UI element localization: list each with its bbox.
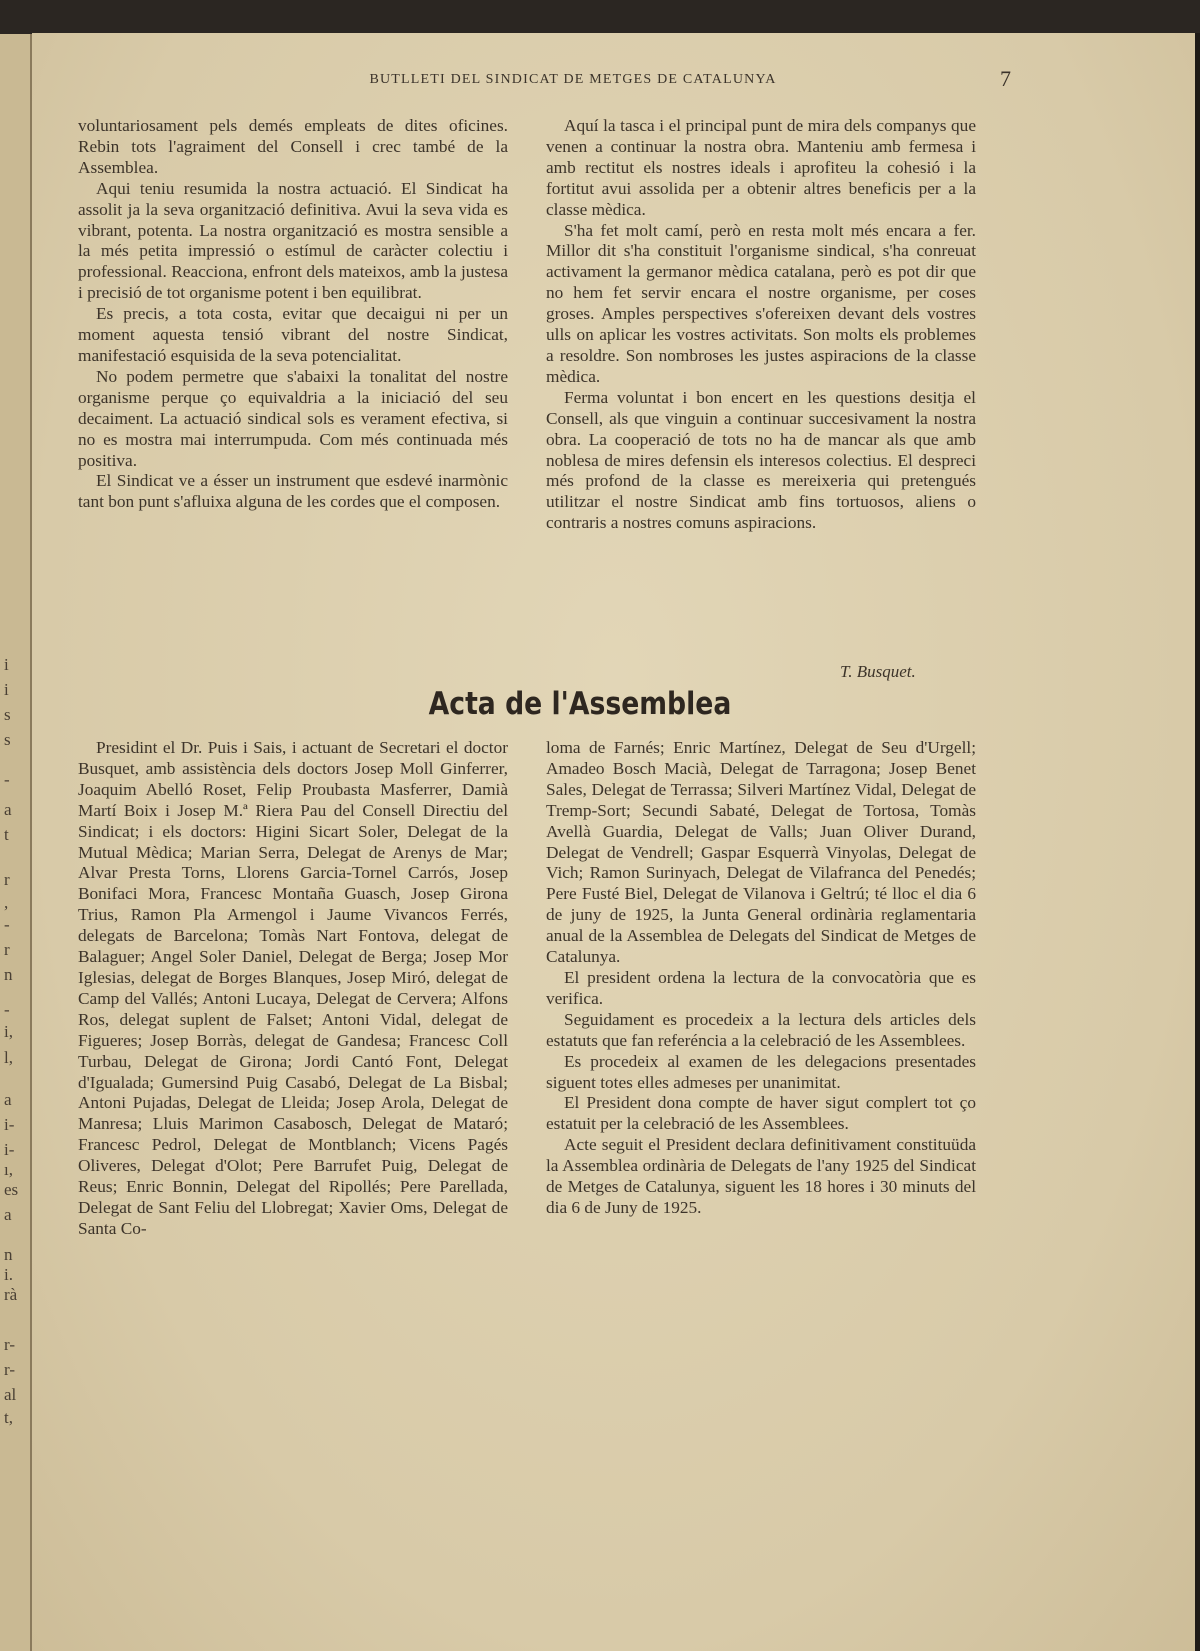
margin-fragment: - [4,770,10,789]
margin-fragment: r- [4,1335,15,1354]
paragraph: No podem permetre que s'abaixi la tonalitat del nostre organisme perque ço equivaldria a la iniciació del seu decaiment. La actuació sindical sols es verament efectiva, si no es mostra mai interrumpuda. Com més continuada més positiva. [78,366,508,470]
article1-right-column [546,116,976,534]
margin-fragment: r- [4,1360,15,1379]
paragraph: Presidint el Dr. Puis i Sais, i actuant de Secretari el doctor Busquet, amb assistència dels doctors Josep Moll Ginferrer, Joaquim Abelló Roset, Felip Proubasta Masferrer, Damià Martí Boix i Josep M.ª Riera Pau del Consell Directiu del Sindicat; i els doctors: Higini Sicart Soler, Delegat de la Mutual Mèdica; Marian Serra, Delegat de Arenys de Mar; Alvar Presta Torns, Llorens Garcia-Tornel Carrós, Josep Bonifaci Mora, Francesc Montaña Guasch, Josep Girona Trius, Ramon Pla Armengol i Jaume Vivancos Ferrés, delegats de Barcelona; Tomàs Nart Fontova, delegat de Balaguer; Angel Soler Daniel, Delegat de Berga; Josep Mor Iglesias, delegat de Borges Blanques, Josep Miró, delegat de Camp del Vallés; Antoni Lucaya, Delegat de Cervera; Alfons Ros, delegat suplent de Falset; Antoni Vidal, delegat de Figueres; Josep Borràs, delegat de Gandesa; Francesc Coll Turbau, Delegat de Girona; Jordi Cantó Font, Delegat d'Igualada; Gumersind Puig Casabó, Delegat de La Bisbal; Antoni Pujadas, Delegat de Lleida; Josep Arola, Delegat de Manresa; Lluis Marimon Casabosch, Delegat de Mataró; Francesc Pedrol, Delegat de Montblanch; Vicens Pagés Oliveres, Delegat d'Olot; Pere Barrufet Puig, Delegat de Reus; Enric Bonnin, Delegat del Ripollés; Pere Parellada, Delegat de Sant Feliu del Llobregat; Xavier Oms, Delegat de Santa Co- [78,738,508,1238]
paragraph: El Sindicat ve a ésser un instrument que esdevé inarmònic tant bon punt s'afluixa alguna de les cordes que el composen. [78,471,508,512]
margin-fragment: ı, [4,1160,13,1179]
page-number: 7 [1000,66,1011,91]
previous-page-edge [0,34,32,1651]
margin-fragment: i- [4,1140,15,1159]
article1-left-column [78,116,508,513]
margin-fragment: al [4,1385,17,1404]
margin-fragment: n [4,1245,13,1264]
margin-fragment: - [4,1000,10,1019]
margin-fragment: l, [4,1048,13,1067]
paragraph: Aqui teniu resumida la nostra actuació. El Sindicat ha assolit ja la seva organització definitiva. Avui la seva vida es vibrant, potenta. La nostra organització es mostra sensible a la més petita impressió o estímul de caràcter colectiu i professional. Reacciona, enfront dels mateixos, amb la justesa i precisió de tot organisme potent i ben equilibrat. [78,178,508,303]
paragraph: Acte seguit el President declara definitivament constituüda la Assemblea ordinària de Delegats de l'any 1925 del Sindicat de Metges de Catalunya, siguent les 18 hores i 30 minuts del dia 6 de Juny de 1925. [546,1135,976,1217]
paragraph: Aquí la tasca i el principal punt de mira dels companys que venen a continuar la nostra obra. Manteniu amb fermesa i amb rectitut els nostres ideals i aprofiteu la cohesió i la fortitut avui assolida per a obtenir altres beneficis per a la classe mèdica. [546,116,976,219]
margin-fragment: i [4,680,9,699]
margin-fragment: a [4,800,12,819]
paragraph: loma de Farnés; Enric Martínez, Delegat de Seu d'Urgell; Amadeo Bosch Macià, Delegat de Tarragona; Josep Benet Sales, Delegat de Terrassa; Silveri Martínez Vidal, Delegat de Tremp-Sort; Secundi Sabaté, Delegat de Tortosa, Tomàs Avellà Guardia, Delegat de Valls; Juan Oliver Durand, Delegat de Vendrell; Gaspar Esquerrà Vinyolas, Delegat de Vich; Ramon Surinyach, Delegat de Vilafranca del Penedés; Pere Fusté Biel, Delegat de Vilanova i Geltrú; té lloc el dia 6 de juny de 1925, la Junta General ordinària reglamentaria anual de la Assemblea de Delegats del Sindicat de Metges de Catalunya. [546,738,976,967]
margin-fragment: es [4,1180,19,1199]
section-title: Acta de l'Assemblea [428,686,732,722]
margin-fragment: t [4,825,9,844]
margin-fragment: i, [4,1022,13,1041]
author-signature: T. Busquet. [840,662,916,681]
margin-fragment: a [4,1090,12,1109]
margin-fragment: i [4,655,9,674]
paragraph: Es precis, a tota costa, evitar que decaigui ni per un moment aquesta tensió vibrant del nostre Sindicat, manifestació esquisida de la seva potencialitat. [78,304,508,365]
paragraph: Ferma voluntat i bon encert en les questions desitja el Consell, als que vinguin a continuar succesivament la nostra obra. La cooperació de tots no ha de mancar als que amb noblesa de mires defensin els interesos colectius. El despreci més profond de la classe es mereixeria qui pretengués utilitzar el nostre Sindicat amb fins tortuosos, aliens o contraris a nostres comuns aspiracions. [546,387,976,533]
paragraph: Seguidament es procedeix a la lectura dels articles dels estatuts que fan referéncia a la celebració de les Assemblees. [546,1009,976,1050]
margin-fragment: n [4,965,13,984]
margin-fragment: rà [4,1285,18,1304]
paragraph: voluntariosament pels demés empleats de dites oficines. Rebin tots l'agraiment del Consell i crec també de la Assemblea. [78,116,508,177]
margin-fragment: r [4,940,10,959]
margin-fragment: , [4,893,9,912]
binding-shadow [1195,33,1200,1651]
margin-fragment: i. [4,1265,13,1284]
margin-fragment: s [4,730,11,749]
paragraph: S'ha fet molt camí, però en resta molt més encara a fer. Millor dit s'ha constituit l'organisme sindical, s'ha conreuat activament la germanor mèdica catalana, però es pot dir que no hem fet servir encara el nostre organisme, per coses groses. Amples perspectives s'ofereixen devant dels vostres ulls on aplicar les vostres activitats. Son molts els problemes a resoldre. Son nombroses les justes aspiracions de la classe mèdica. [546,220,976,386]
margin-fragment: i- [4,1115,15,1134]
margin-fragment: a [4,1205,12,1224]
article2-left-column [78,738,508,1240]
margin-fragment: - [4,915,10,934]
margin-fragment: r [4,870,10,889]
margin-fragments [2,34,28,1651]
paragraph: Es procedeix al examen de les delegacions presentades siguent totes elles admeses per unanimitat. [546,1051,976,1092]
paragraph: El president ordena la lectura de la convocatòria que es verifica. [546,967,976,1008]
article2-right-column [546,738,976,1219]
running-header: BUTLLETI DEL SINDICAT DE METGES DE CATALUNYA [369,72,777,87]
margin-fragment: t, [4,1408,13,1427]
paragraph: El President dona compte de haver sigut complert tot ço estatuit per la celebració de les Assemblees. [546,1093,976,1134]
margin-fragment: s [4,705,11,724]
